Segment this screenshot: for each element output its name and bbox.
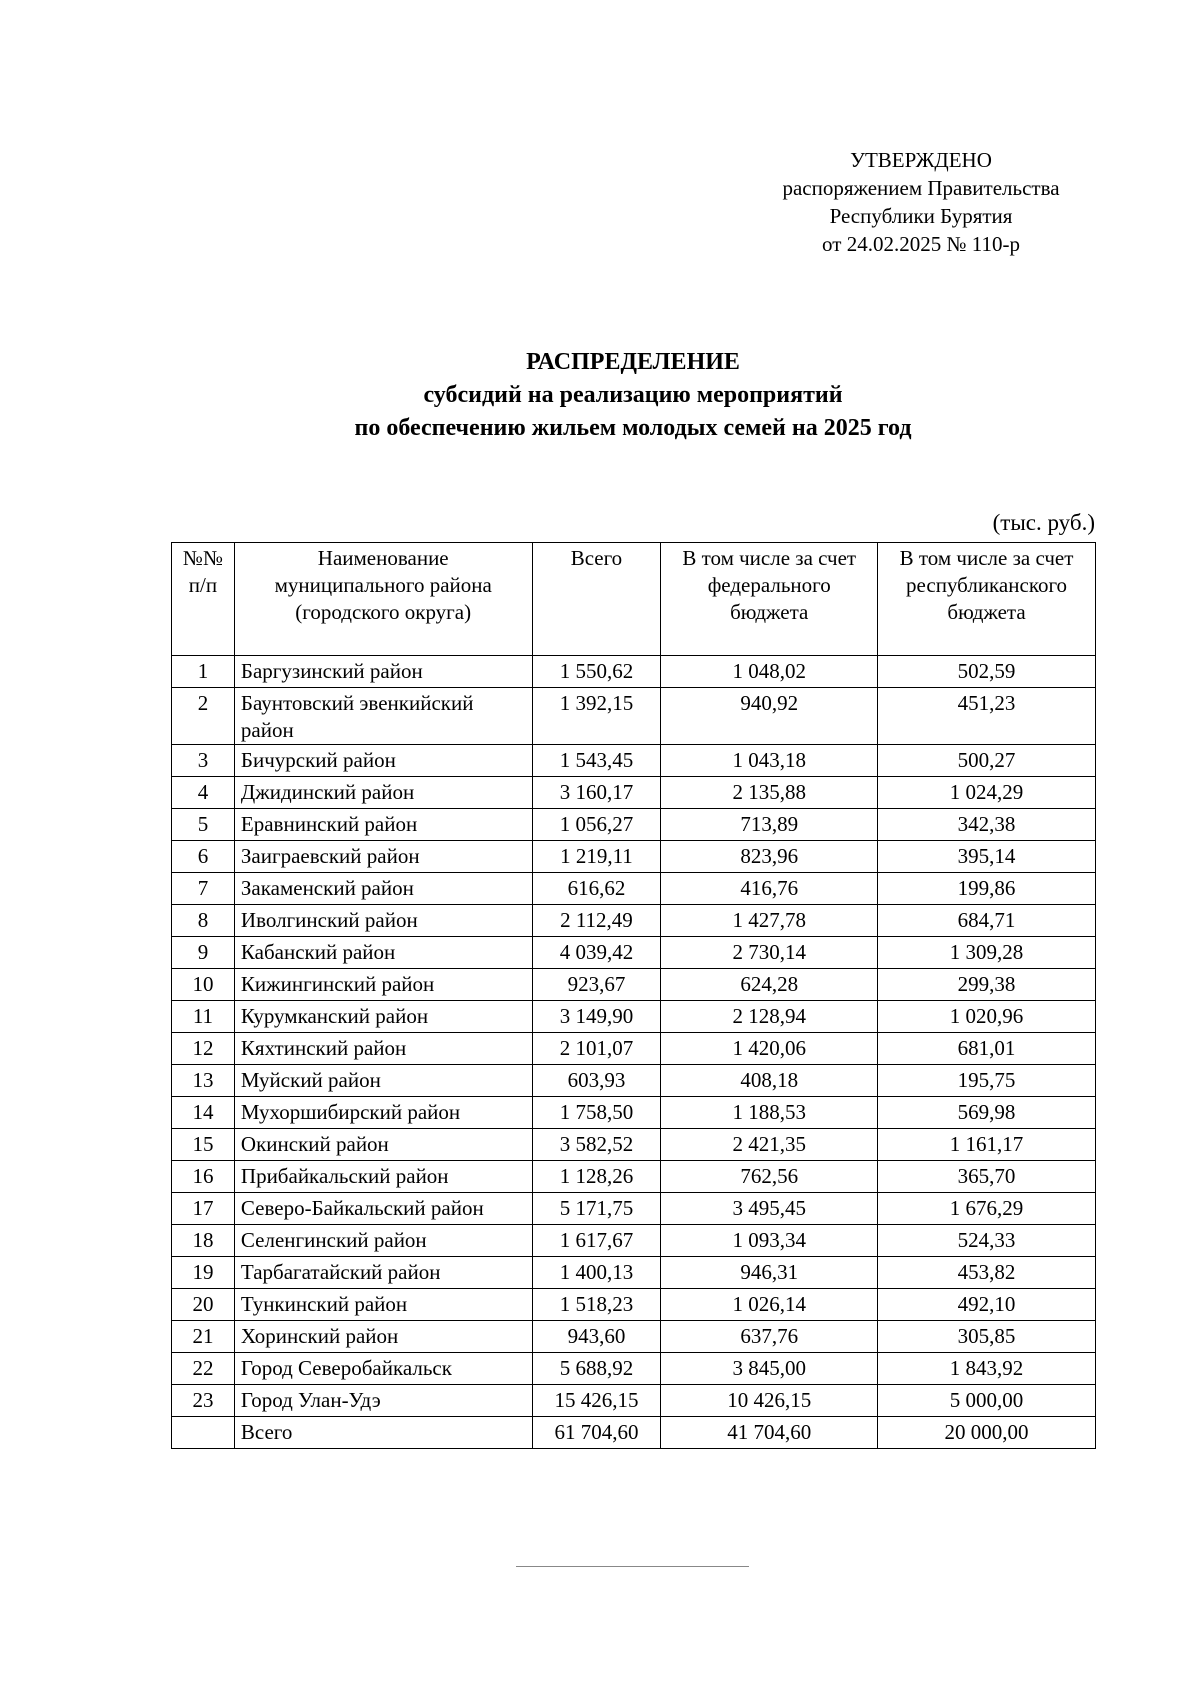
cell-total: 1 392,15 <box>532 688 661 745</box>
table-row <box>172 1225 1096 1257</box>
cell-name: Хоринский район <box>234 1321 532 1353</box>
cell-number: 19 <box>172 1257 235 1289</box>
cell-federal: 2 128,94 <box>661 1001 878 1033</box>
cell-number: 6 <box>172 841 235 873</box>
cell-federal: 823,96 <box>661 841 878 873</box>
cell-federal: 416,76 <box>661 873 878 905</box>
cell-federal: 713,89 <box>661 809 878 841</box>
cell-republic: 569,98 <box>878 1097 1096 1129</box>
cell-republic: 199,86 <box>878 873 1096 905</box>
cell-republic: 1 309,28 <box>878 937 1096 969</box>
header-number: №№ п/п <box>172 543 235 656</box>
cell-number: 11 <box>172 1001 235 1033</box>
table-row <box>172 1161 1096 1193</box>
cell-total: 2 101,07 <box>532 1033 661 1065</box>
cell-name: Кижингинский район <box>234 969 532 1001</box>
cell-number: 17 <box>172 1193 235 1225</box>
cell-number: 7 <box>172 873 235 905</box>
header-republic: В том числе за счет республиканского бюджета <box>878 543 1096 656</box>
cell-federal: 1 043,18 <box>661 745 878 777</box>
cell-total: 943,60 <box>532 1321 661 1353</box>
header-federal: В том числе за счет федерального бюджета <box>661 543 878 656</box>
cell-republic: 502,59 <box>878 656 1096 688</box>
cell-name: Мухоршибирский район <box>234 1097 532 1129</box>
cell-number: 2 <box>172 688 235 745</box>
cell-republic: 305,85 <box>878 1321 1096 1353</box>
cell-republic: 684,71 <box>878 905 1096 937</box>
table-row <box>172 1033 1096 1065</box>
cell-name: Окинский район <box>234 1129 532 1161</box>
cell-total: 1 543,45 <box>532 745 661 777</box>
cell-number: 1 <box>172 656 235 688</box>
cell-federal: 946,31 <box>661 1257 878 1289</box>
cell-republic: 365,70 <box>878 1161 1096 1193</box>
approval-line: распоряжением Правительства <box>782 176 1060 200</box>
title-line: РАСПРЕДЕЛЕНИЕ <box>526 349 740 375</box>
cell-number <box>172 1417 235 1449</box>
cell-federal: 3 495,45 <box>661 1193 878 1225</box>
cell-federal: 940,92 <box>661 688 878 745</box>
cell-federal: 2 421,35 <box>661 1129 878 1161</box>
cell-name: Город Улан-Удэ <box>234 1385 532 1417</box>
table-row <box>172 1001 1096 1033</box>
cell-name: Селенгинский район <box>234 1225 532 1257</box>
cell-republic: 1 161,17 <box>878 1129 1096 1161</box>
table-row <box>172 1385 1096 1417</box>
cell-name: Всего <box>234 1417 532 1449</box>
cell-federal: 2 135,88 <box>661 777 878 809</box>
table-row <box>172 969 1096 1001</box>
cell-total: 1 400,13 <box>532 1257 661 1289</box>
cell-total: 1 518,23 <box>532 1289 661 1321</box>
units-label: (тыс. руб.) <box>992 510 1095 535</box>
cell-name: Город Северобайкальск <box>234 1353 532 1385</box>
cell-federal: 1 427,78 <box>661 905 878 937</box>
cell-total: 923,67 <box>532 969 661 1001</box>
cell-name: Баунтовский эвенкийский район <box>234 688 532 745</box>
cell-republic: 500,27 <box>878 745 1096 777</box>
table-row <box>172 1353 1096 1385</box>
table-row <box>172 1065 1096 1097</box>
table-row <box>172 688 1096 745</box>
cell-name: Кяхтинский район <box>234 1033 532 1065</box>
cell-name: Северо-Байкальский район <box>234 1193 532 1225</box>
cell-number: 15 <box>172 1129 235 1161</box>
footer-divider <box>516 1566 749 1567</box>
table-row <box>172 905 1096 937</box>
cell-federal: 408,18 <box>661 1065 878 1097</box>
cell-republic: 1 676,29 <box>878 1193 1096 1225</box>
cell-number: 9 <box>172 937 235 969</box>
cell-republic: 195,75 <box>878 1065 1096 1097</box>
cell-republic: 1 024,29 <box>878 777 1096 809</box>
cell-total: 3 149,90 <box>532 1001 661 1033</box>
cell-federal: 624,28 <box>661 969 878 1001</box>
cell-federal: 1 048,02 <box>661 656 878 688</box>
cell-number: 3 <box>172 745 235 777</box>
cell-total: 603,93 <box>532 1065 661 1097</box>
table-row <box>172 809 1096 841</box>
table-row <box>172 1193 1096 1225</box>
cell-total: 1 056,27 <box>532 809 661 841</box>
table-total-row <box>172 1417 1096 1449</box>
cell-republic: 5 000,00 <box>878 1385 1096 1417</box>
cell-total: 61 704,60 <box>532 1417 661 1449</box>
cell-federal: 1 093,34 <box>661 1225 878 1257</box>
cell-number: 18 <box>172 1225 235 1257</box>
cell-name: Джидинский район <box>234 777 532 809</box>
cell-total: 5 688,92 <box>532 1353 661 1385</box>
cell-republic: 1 020,96 <box>878 1001 1096 1033</box>
cell-federal: 3 845,00 <box>661 1353 878 1385</box>
approval-line: Республики Бурятия <box>829 204 1013 228</box>
cell-total: 1 617,67 <box>532 1225 661 1257</box>
cell-total: 4 039,42 <box>532 937 661 969</box>
table-row <box>172 873 1096 905</box>
cell-number: 13 <box>172 1065 235 1097</box>
cell-republic: 1 843,92 <box>878 1353 1096 1385</box>
cell-total: 1 128,26 <box>532 1161 661 1193</box>
approval-stamp <box>721 146 1121 258</box>
cell-federal: 1 026,14 <box>661 1289 878 1321</box>
cell-total: 616,62 <box>532 873 661 905</box>
subsidy-table <box>171 542 1096 1449</box>
cell-total: 1 758,50 <box>532 1097 661 1129</box>
cell-federal: 1 420,06 <box>661 1033 878 1065</box>
cell-republic: 451,23 <box>878 688 1096 745</box>
cell-total: 3 160,17 <box>532 777 661 809</box>
cell-republic: 20 000,00 <box>878 1417 1096 1449</box>
cell-number: 10 <box>172 969 235 1001</box>
cell-number: 20 <box>172 1289 235 1321</box>
cell-number: 12 <box>172 1033 235 1065</box>
cell-federal: 2 730,14 <box>661 937 878 969</box>
cell-name: Кабанский район <box>234 937 532 969</box>
cell-total: 3 582,52 <box>532 1129 661 1161</box>
cell-name: Баргузинский район <box>234 656 532 688</box>
cell-number: 22 <box>172 1353 235 1385</box>
cell-federal: 10 426,15 <box>661 1385 878 1417</box>
document-title <box>0 346 1200 445</box>
table-row <box>172 777 1096 809</box>
cell-republic: 524,33 <box>878 1225 1096 1257</box>
table-row <box>172 1097 1096 1129</box>
table-row <box>172 841 1096 873</box>
table-row <box>172 1257 1096 1289</box>
approval-line: от 24.02.2025 № 110-р <box>822 232 1020 256</box>
cell-name: Прибайкальский район <box>234 1161 532 1193</box>
cell-republic: 681,01 <box>878 1033 1096 1065</box>
cell-total: 1 550,62 <box>532 656 661 688</box>
title-line: субсидий на реализацию мероприятий <box>423 382 843 408</box>
cell-name: Тункинский район <box>234 1289 532 1321</box>
cell-number: 4 <box>172 777 235 809</box>
cell-number: 8 <box>172 905 235 937</box>
cell-total: 15 426,15 <box>532 1385 661 1417</box>
cell-name: Еравнинский район <box>234 809 532 841</box>
cell-federal: 762,56 <box>661 1161 878 1193</box>
approval-line: УТВЕРЖДЕНО <box>850 148 992 172</box>
cell-republic: 492,10 <box>878 1289 1096 1321</box>
cell-total: 1 219,11 <box>532 841 661 873</box>
cell-name: Закаменский район <box>234 873 532 905</box>
header-total: Всего <box>532 543 661 656</box>
cell-total: 5 171,75 <box>532 1193 661 1225</box>
table-row <box>172 937 1096 969</box>
cell-number: 23 <box>172 1385 235 1417</box>
cell-number: 16 <box>172 1161 235 1193</box>
cell-federal: 41 704,60 <box>661 1417 878 1449</box>
cell-name: Муйский район <box>234 1065 532 1097</box>
cell-republic: 299,38 <box>878 969 1096 1001</box>
cell-republic: 453,82 <box>878 1257 1096 1289</box>
table-row <box>172 656 1096 688</box>
cell-republic: 395,14 <box>878 841 1096 873</box>
table-row <box>172 1289 1096 1321</box>
cell-name: Курумканский район <box>234 1001 532 1033</box>
cell-federal: 1 188,53 <box>661 1097 878 1129</box>
header-name: Наименование муниципального района (городского округа) <box>234 543 532 656</box>
table-row <box>172 745 1096 777</box>
table-row <box>172 1321 1096 1353</box>
cell-number: 14 <box>172 1097 235 1129</box>
table-row <box>172 1129 1096 1161</box>
cell-republic: 342,38 <box>878 809 1096 841</box>
cell-number: 21 <box>172 1321 235 1353</box>
cell-name: Заиграевский район <box>234 841 532 873</box>
cell-number: 5 <box>172 809 235 841</box>
cell-name: Иволгинский район <box>234 905 532 937</box>
cell-federal: 637,76 <box>661 1321 878 1353</box>
cell-name: Бичурский район <box>234 745 532 777</box>
table-header-row <box>172 543 1096 656</box>
title-line: по обеспечению жильем молодых семей на 2025 год <box>354 415 912 441</box>
cell-total: 2 112,49 <box>532 905 661 937</box>
cell-name: Тарбагатайский район <box>234 1257 532 1289</box>
